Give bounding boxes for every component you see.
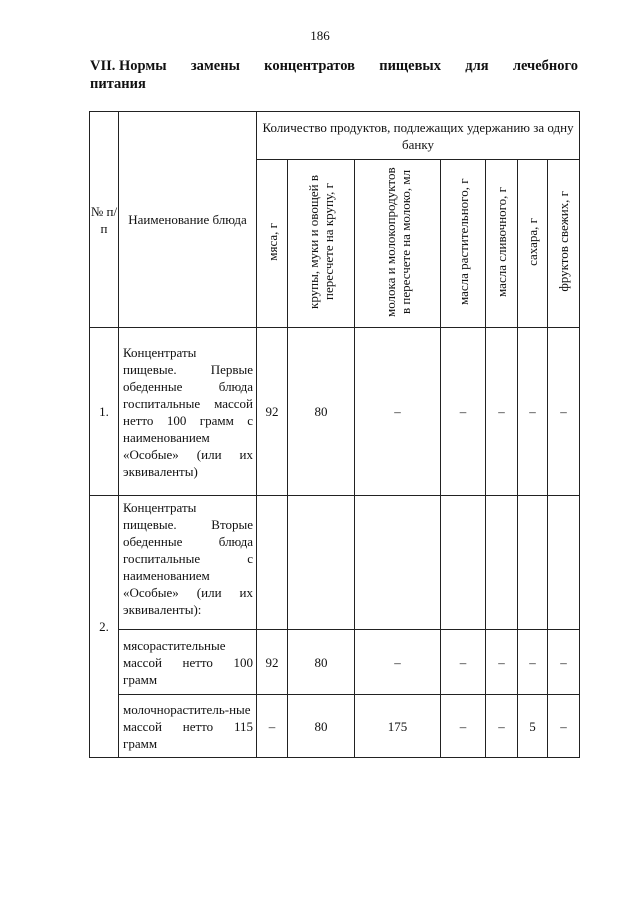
dish-name: мясорастительные массой нетто 100 грамм [119,630,257,695]
empty-cell [548,496,580,630]
title-word: замены [190,58,240,74]
title-word: концентратов [264,58,355,74]
empty-cell [355,496,441,630]
section-title-line2: питания [90,76,146,92]
value-cell: – [548,695,580,758]
value-cell: 80 [288,695,355,758]
row-number: 2. [90,496,119,758]
title-word: пищевых [379,58,442,74]
header-col-label: мяса, г [264,222,280,261]
value-cell: – [441,328,486,496]
header-col-sugar [518,160,548,328]
header-col-fruit [548,160,580,328]
header-col-veg-oil [441,160,486,328]
empty-cell [486,496,518,630]
header-col-meat [257,160,288,328]
title-word: для [465,58,489,74]
section-title-line1 [90,57,578,75]
title-word: VII. Нормы [90,58,167,74]
norms-table [89,111,580,758]
header-col-label: масла сливочного, г [494,186,509,297]
empty-cell [518,496,548,630]
header-col-label: масла растительного, г [455,178,471,305]
page-number: 186 [310,28,330,43]
table-row-2b [90,695,580,758]
empty-cell [288,496,355,630]
value-cell: 92 [257,630,288,695]
header-col-cereal [288,160,355,328]
value-cell: – [257,695,288,758]
value-cell: 175 [355,695,441,758]
value-cell: – [486,695,518,758]
value-cell: – [518,328,548,496]
header-num: № п/п [90,112,119,328]
value-cell: – [441,630,486,695]
header-group: Количество продуктов, подлежащих удержанию за одну банку [257,112,580,160]
header-col-label: сахара, г [525,217,540,266]
empty-cell [257,496,288,630]
value-cell: 80 [288,630,355,695]
value-cell: 5 [518,695,548,758]
value-cell: – [548,630,580,695]
value-cell: – [518,630,548,695]
header-col-label: молока и молокопродуктов в пересчете на молоко, мл [382,166,413,317]
section-title [90,57,578,93]
header-name: Наименование блюда [119,112,257,328]
dish-name: Концентраты пищевые. Вторые обеденные блюда госпитальные с наименованием «Особые» (или их эквиваленты): [119,496,257,630]
value-cell: – [441,695,486,758]
value-cell: – [355,328,441,496]
value-cell: – [486,328,518,496]
empty-cell [441,496,486,630]
row-number: 1. [90,328,119,496]
value-cell: 92 [257,328,288,496]
value-cell: – [486,630,518,695]
dish-name: молочнораститель-ные массой нетто 115 грамм [119,695,257,758]
table-row-1 [90,328,580,496]
table-row-2a [90,630,580,695]
value-cell: 80 [288,328,355,496]
value-cell: – [548,328,580,496]
header-col-label: крупы, муки и овощей в пересчете на крупу, г [306,174,336,309]
table-row-2 [90,496,580,630]
header-col-milk [355,160,441,328]
header-row-1 [90,112,580,160]
dish-name: Концентраты пищевые. Первые обеденные блюда госпитальные массой нетто 100 грамм с наименованием «Особые» (или их эквиваленты) [119,328,257,496]
value-cell: – [355,630,441,695]
title-word: лечебного [512,58,578,74]
header-col-butter [486,160,518,328]
header-col-label: фруктов свежих, г [556,191,572,292]
